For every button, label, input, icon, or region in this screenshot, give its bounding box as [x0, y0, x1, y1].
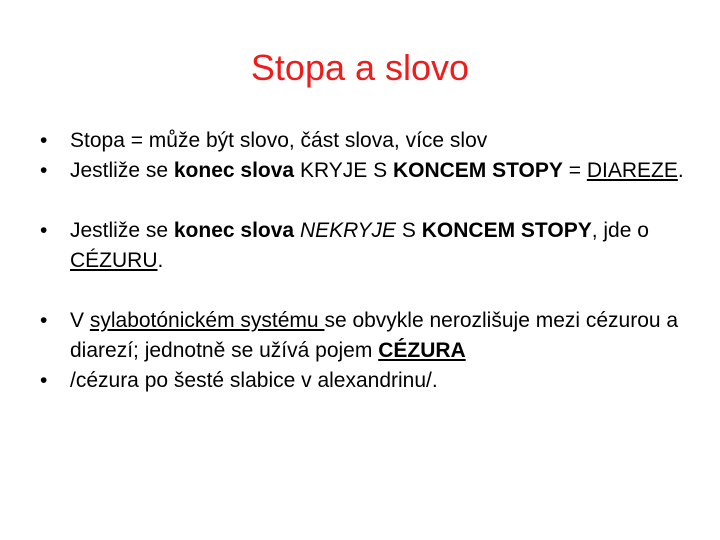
text-run: NEKRYJE — [299, 219, 397, 242]
text-run: V — [70, 309, 90, 332]
bullet-dot-icon: • — [40, 309, 48, 332]
bullet-text — [70, 129, 487, 152]
text-run: CÉZURA — [378, 339, 466, 362]
text-run: se obvykle nerozlišuje mezi cézurou a diarezí; jednotně se užívá pojem — [70, 309, 679, 362]
text-run: = — [562, 159, 587, 182]
text-run: CÉZURU — [70, 249, 158, 272]
bullet-list — [0, 126, 720, 396]
bullet-text — [70, 309, 678, 362]
text-run: Jestliže se — [70, 159, 174, 182]
bullet-dot-icon: • — [40, 129, 48, 152]
text-run: S — [396, 219, 422, 242]
text-run: KONCEM STOPY — [392, 159, 563, 182]
bullet-dot-icon: • — [40, 219, 48, 242]
bullet-item — [0, 126, 720, 156]
text-run: /cézura po šesté slabice v alexandrinu/. — [70, 369, 438, 392]
text-run: KRYJE S — [294, 159, 393, 182]
bullet-dot-icon: • — [40, 159, 48, 182]
text-run: , jde o — [591, 219, 649, 242]
text-run: konec slova — [173, 159, 295, 182]
text-run: sylabotónickém systému — [89, 309, 325, 332]
text-run: Jestliže se — [70, 219, 174, 242]
bullet-item — [0, 306, 720, 366]
bullet-item — [0, 216, 720, 276]
text-run: konec slova — [173, 219, 295, 242]
text-run: DIAREZE — [586, 159, 678, 182]
text-run: . — [157, 249, 164, 272]
bullet-text — [70, 369, 438, 392]
slide-title: Stopa a slovo — [250, 47, 470, 88]
bullet-text — [70, 159, 684, 182]
text-run: Stopa = může být slovo, část slova, více slov — [70, 129, 488, 152]
bullet-item — [0, 366, 720, 396]
bullet-text — [70, 219, 649, 272]
bullet-item — [0, 156, 720, 186]
bullet-dot-icon: • — [40, 369, 48, 392]
text-run: KONCEM STOPY — [421, 219, 592, 242]
text-run: . — [677, 159, 684, 182]
